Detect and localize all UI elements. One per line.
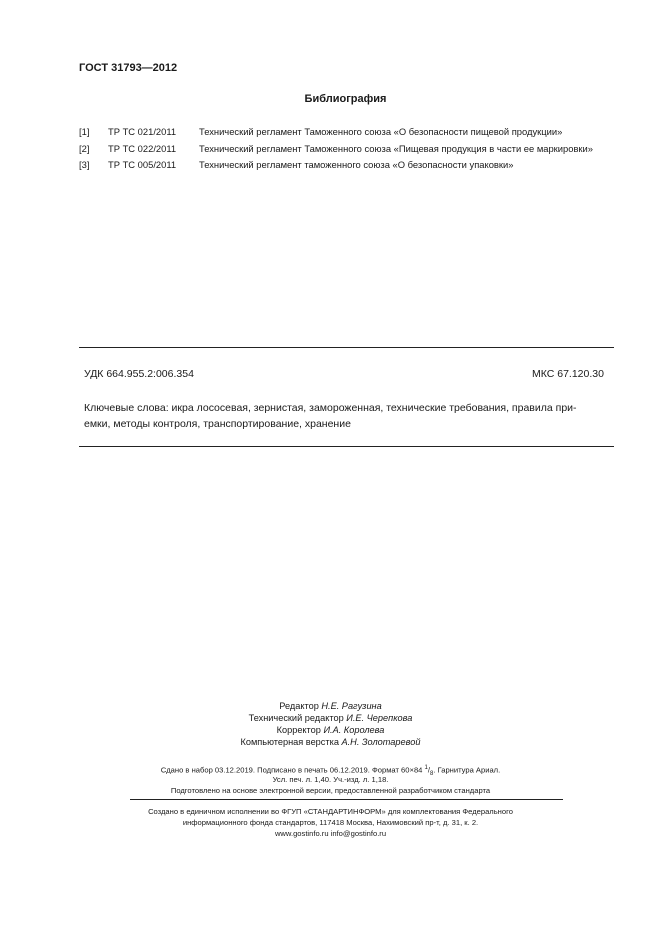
credit-person: А.Н. Золотаревой [341, 737, 421, 747]
keywords-line: Ключевые слова: икра лососевая, зернистая, замороженная, технические требования, правила при- [84, 402, 577, 414]
format-denominator: 8 [429, 771, 434, 778]
standard-code: ГОСТ 31793—2012 [79, 62, 178, 74]
credit-role: Корректор [276, 725, 321, 735]
bib-item-code: ТР ТС 005/2011 [108, 159, 177, 170]
publisher-info: Создано в единичном исполнении во ФГУП «СТАНДАРТИНФОРМ» для комплектования Федерального [148, 807, 513, 816]
credit-tech-editor [0, 713, 661, 723]
credit-person: И.А. Королева [323, 725, 385, 735]
credit-layout [0, 737, 661, 747]
bib-item-number: [1] [79, 126, 90, 137]
publication-text: . Гарнитура Ариал. [433, 765, 501, 775]
publication-sheets: Усл. печ. л. 1,40. Уч.-изд. л. 1,18. [272, 775, 389, 784]
keywords [84, 400, 614, 432]
bib-item-code: ТР ТС 022/2011 [108, 143, 177, 154]
bib-item-code: ТР ТС 021/2011 [108, 126, 177, 137]
credit-role: Редактор [279, 701, 319, 711]
publisher-contacts: www.gostinfo.ru info@gostinfo.ru [274, 829, 387, 838]
format-numerator: 1 [424, 765, 428, 771]
keywords-line: емки, методы контроля, транспортирование, хранение [84, 418, 351, 430]
divider [79, 446, 614, 447]
credit-corrector [0, 725, 661, 735]
credit-person: Н.Е. Рагузина [321, 701, 382, 711]
credit-role: Технический редактор [248, 713, 344, 723]
bib-item-text: Технический регламент Таможенного союза «Пищевая продукция в части ее маркировки» [199, 143, 593, 154]
bib-item-number: [2] [79, 143, 90, 154]
publication-text: Сдано в набор 03.12.2019. Подписано в печать 06.12.2019. Формат 60×84 [160, 765, 425, 775]
divider [130, 799, 563, 800]
credit-role: Компьютерная верстка [240, 737, 339, 747]
publisher-address: информационного фонда стандартов, 117418 Москва, Нахимовский пр-т, д. 31, к. 2. [182, 818, 479, 827]
udk-code: УДК 664.955.2:006.354 [84, 368, 194, 380]
credit-editor [0, 701, 661, 711]
bib-item-text: Технический регламент Таможенного союза «О безопасности пищевой продукции» [199, 126, 563, 137]
format-separator: / [427, 765, 430, 775]
mks-code: МКС 67.120.30 [532, 368, 604, 380]
bib-item-number: [3] [79, 159, 90, 170]
credit-person: И.Е. Черепкова [346, 713, 413, 723]
bibliography-title: Библиография [304, 93, 387, 105]
bib-item-text: Технический регламент таможенного союза «О безопасности упаковки» [199, 159, 514, 170]
publication-source: Подготовлено на основе электронной версии, предоставленной разработчиком стандарта [170, 786, 491, 795]
divider [79, 347, 614, 348]
